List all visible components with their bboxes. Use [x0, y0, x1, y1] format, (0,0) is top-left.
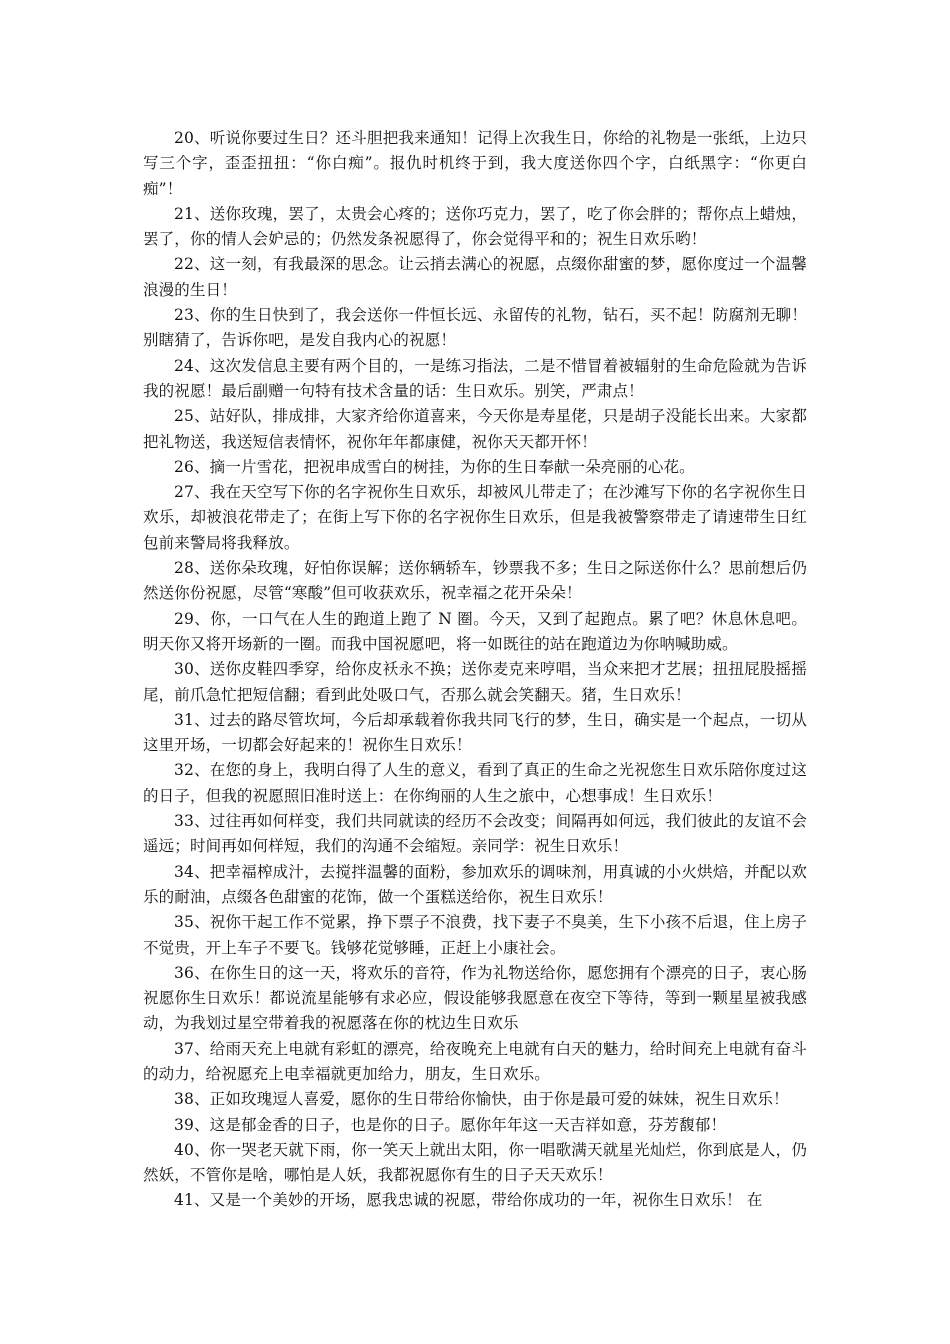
document-body: [143, 126, 807, 1214]
paragraph-20: 20、听说你要过生日？还斗胆把我来通知！记得上次我生日，你给的礼物是一张纸，上边只写三个字，歪歪扭扭：“你白痴”。报仇时机终于到，我大度送你四个字，白纸黑字：“你更白痴”！: [143, 129, 807, 198]
paragraph-31: 31、过去的路尽管坎坷，今后却承载着你我共同飞行的梦，生日，确实是一个起点，一切从这里开场，一切都会好起来的！祝你生日欢乐！: [143, 710, 807, 755]
paragraph-24: 24、这次发信息主要有两个目的，一是练习指法，二是不惜冒着被辐射的生命危险就为告诉我的祝愿！最后副赠一句特有技术含量的话：生日欢乐。别笑，严肃点！: [143, 356, 807, 400]
paragraph-27: 27、我在天空写下你的名字祝你生日欢乐，却被风儿带走了；在沙滩写下你的名字祝你生日欢乐，却被浪花带走了；在街上写下你的名字祝你生日欢乐，但是我被警察带走了请速带生日红包前来警局将我释放。: [143, 483, 807, 552]
paragraph-33: 33、过往再如何样变，我们共同就读的经历不会改变；间隔再如何远，我们彼此的友谊不会遥远；时间再如何样短，我们的沟通不会缩短。亲同学：祝生日欢乐！: [143, 812, 807, 856]
paragraph-23: 23、你的生日快到了，我会送你一件恒长远、永留传的礼物，钻石，买不起！防腐剂无聊！别瞎猜了，告诉你吧，是发自我内心的祝愿！: [143, 306, 807, 350]
paragraph-26: 26、摘一片雪花，把祝串成雪白的树挂，为你的生日奉献一朵亮丽的心花。: [174, 457, 695, 476]
paragraph-40: 40、你一哭老天就下雨，你一笑天上就出太阳，你一唱歌满天就星光灿烂，你到底是人，仍然妖，不管你是啥，哪怕是人妖，我都祝愿你有生的日子天天欢乐！: [143, 1140, 807, 1185]
paragraph-36: 36、在你生日的这一天，将欢乐的音符，作为礼物送给你，愿您拥有个漂亮的日子，衷心肠祝愿你生日欢乐！都说流星能够有求必应，假设能够我愿意在夜空下等待，等到一颗星星被我感动，为我划过星空带着我的祝愿落在你的枕边生日欢乐: [143, 963, 807, 1033]
paragraph-37: 37、给雨天充上电就有彩虹的漂亮，给夜晚充上电就有白天的魅力，给时间充上电就有奋斗的动力，给祝愿充上电幸福就更加给力，朋友，生日欢乐。: [143, 1039, 807, 1083]
paragraph-30: 30、送你皮鞋四季穿，给你皮袄永不换；送你麦克来哼唱，当众来把才艺展；扭扭屁股摇摇尾，前爪急忙把短信翻；看到此处吸口气，否那么就会笑翻天。猪，生日欢乐！: [143, 660, 807, 704]
paragraph-35: 35、祝你干起工作不觉累，挣下票子不浪费，找下妻子不臭美，生下小孩不后退，住上房子不觉贵，开上车子不要飞。钱够花觉够睡，正赶上小康社会。: [143, 913, 807, 957]
paragraph-38: 38、正如玫瑰逗人喜爱，愿你的生日带给你愉快，由于你是最可爱的妹妹，祝生日欢乐！: [174, 1090, 789, 1109]
paragraph-41: 41、又是一个美妙的开场，愿我忠诚的祝愿，带给你成功的一年，祝你生日欢乐！ 在: [174, 1191, 763, 1210]
paragraph-21: 21、送你玫瑰，罢了，太贵会心疼的；送你巧克力，罢了，吃了你会胖的；帮你点上蜡烛，罢了，你的情人会妒忌的；仍然发条祝愿得了，你会觉得平和的；祝生日欢乐哟！: [143, 204, 807, 249]
paragraph-29: 29、你，一口气在人生的跑道上跑了 N 圈。今天，又到了起跑点。累了吧？休息休息吧。明天你又将开场新的一圈。而我中国祝愿吧，将一如既往的站在跑道边为你呐喊助威。: [143, 609, 807, 653]
paragraph-34: 34、把幸福榨成汁，去搅拌温馨的面粉，参加欢乐的调味剂，用真诚的小火烘焙，并配以欢乐的耐油，点缀各色甜蜜的花饰，做一个蛋糕送给你，祝生日欢乐！: [143, 862, 807, 906]
paragraph-32: 32、在您的身上，我明白得了人生的意义，看到了真正的生命之光祝您生日欢乐陪你度过这的日子，但我的祝愿照旧准时送上：在你绚丽的人生之旅中，心想事成！生日欢乐！: [143, 761, 807, 805]
paragraph-28: 28、送你朵玫瑰，好怕你误解；送你辆轿车，钞票我不多；生日之际送你什么？思前想后仍然送你份祝愿，尽管“寒酸”但可收获欢乐，祝幸福之花开朵朵！: [143, 559, 807, 603]
paragraph-22: 22、这一刻，有我最深的思念。让云捎去满心的祝愿，点缀你甜蜜的梦，愿你度过一个温馨浪漫的生日！: [143, 255, 807, 299]
paragraph-25: 25、站好队，排成排，大家齐给你道喜来，今天你是寿星佬，只是胡子没能长出来。大家都把礼物送，我送短信表情怀，祝你年年都康健，祝你天天都开怀！: [143, 407, 807, 451]
paragraph-39: 39、这是郁金香的日子，也是你的日子。愿你年年这一天吉祥如意，芬芳馥郁！: [174, 1115, 727, 1134]
